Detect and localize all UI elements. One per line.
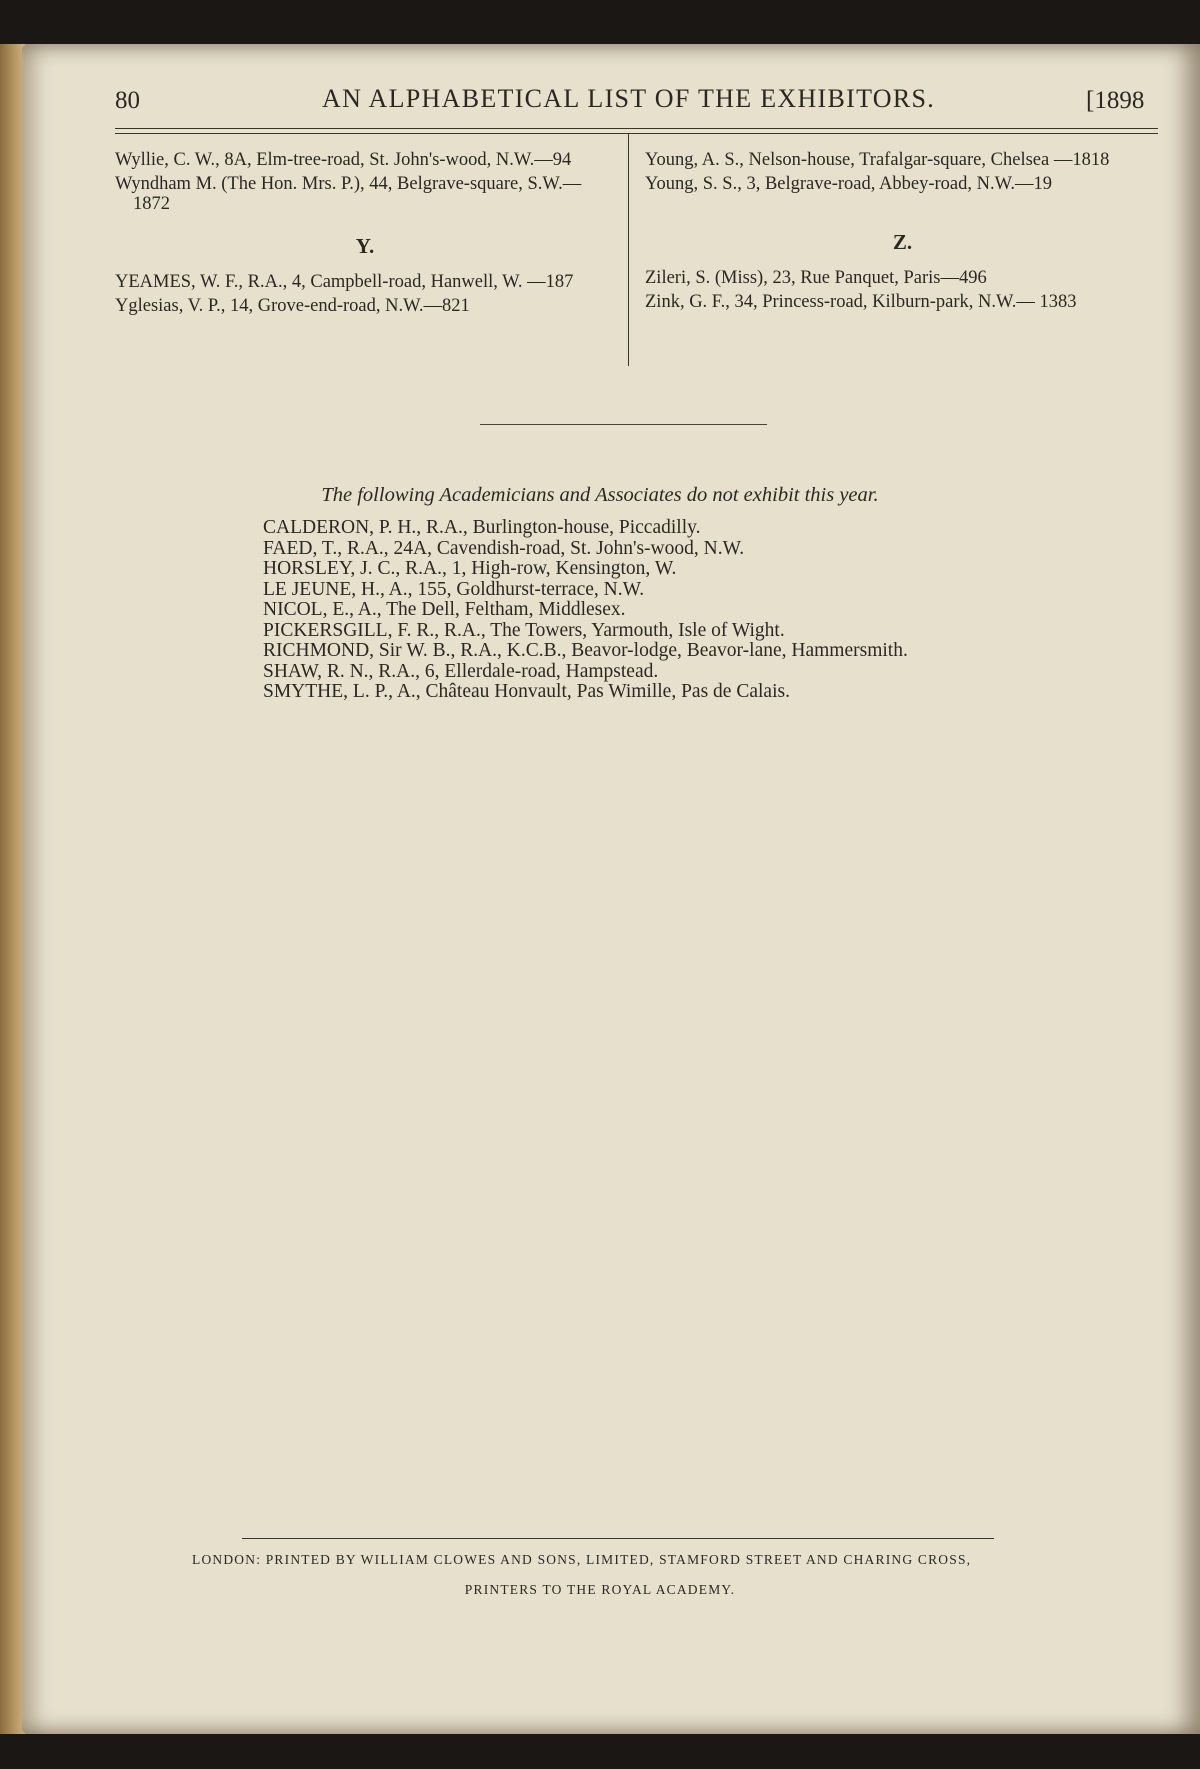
academicians-list: [263, 518, 908, 703]
academician-entry: LE JEUNE, H., A., 155, Goldhurst-terrace, N.W.: [263, 578, 645, 600]
academicians-heading: The following Academicians and Associates do not exhibit this year.: [321, 484, 879, 506]
running-header: [0, 84, 1200, 123]
header-rule-bottom: [115, 133, 1158, 134]
page-number: 80: [115, 87, 140, 114]
exhibitor-entry: YEAMES, W. F., R.A., 4, Campbell-road, Hanwell, W. —187: [115, 272, 574, 292]
academician-entry: SHAW, R. N., R.A., 6, Ellerdale-road, Hampstead.: [263, 660, 659, 682]
left-column: [115, 150, 615, 320]
academician-entry: FAED, T., R.A., 24A, Cavendish-road, St. John's-wood, N.W.: [263, 537, 745, 559]
exhibitor-entry: Yglesias, V. P., 14, Grove-end-road, N.W.—821: [115, 296, 470, 316]
academician-entry: HORSLEY, J. C., R.A., 1, High-row, Kensington, W.: [263, 558, 677, 579]
printer-imprint-line2: PRINTERS TO THE ROYAL ACADEMY.: [464, 1582, 736, 1597]
printer-imprint: LONDON: PRINTED BY WILLIAM CLOWES AND SONS, LIMITED, STAMFORD STREET AND CHARING CROSS,: [192, 1552, 972, 1567]
exhibitor-entry: Wyllie, C. W., 8A, Elm-tree-road, St. John's-wood, N.W.—94: [115, 150, 572, 170]
exhibitor-entry: Young, A. S., Nelson-house, Trafalgar-square, Chelsea —1818: [645, 150, 1110, 170]
exhibitor-entry: Young, S. S., 3, Belgrave-road, Abbey-road, N.W.—19: [645, 174, 1052, 194]
page-title: AN ALPHABETICAL LIST OF THE EXHIBITORS.: [322, 84, 936, 113]
section-letter-y: Y.: [355, 234, 375, 258]
exhibitor-entry: Zink, G. F., 34, Princess-road, Kilburn-park, N.W.— 1383: [645, 292, 1077, 312]
academician-entry: NICOL, E., A., The Dell, Feltham, Middlesex.: [263, 599, 626, 620]
exhibitor-entry: Wyndham M. (The Hon. Mrs. P.), 44, Belgrave-square, S.W.—1872: [115, 174, 582, 214]
header-rule-top: [115, 128, 1158, 129]
section-letter-z: Z.: [892, 230, 913, 254]
column-divider: [628, 133, 629, 366]
academician-entry: SMYTHE, L. P., A., Château Honvault, Pas Wimille, Pas de Calais.: [263, 681, 790, 702]
academician-entry: PICKERSGILL, F. R., R.A., The Towers, Yarmouth, Isle of Wight.: [263, 619, 785, 641]
right-column: [645, 150, 1160, 316]
academician-entry: RICHMOND, Sir W. B., R.A., K.C.B., Beavor-lodge, Beavor-lane, Hammersmith.: [263, 640, 908, 661]
year-marker: [1898: [1086, 87, 1145, 114]
exhibitor-entry: Zileri, S. (Miss), 23, Rue Panquet, Paris—496: [645, 268, 987, 288]
academician-entry: CALDERON, P. H., R.A., Burlington-house, Piccadilly.: [263, 517, 701, 538]
footer-rule: [242, 1538, 994, 1539]
section-separator: [480, 424, 767, 425]
